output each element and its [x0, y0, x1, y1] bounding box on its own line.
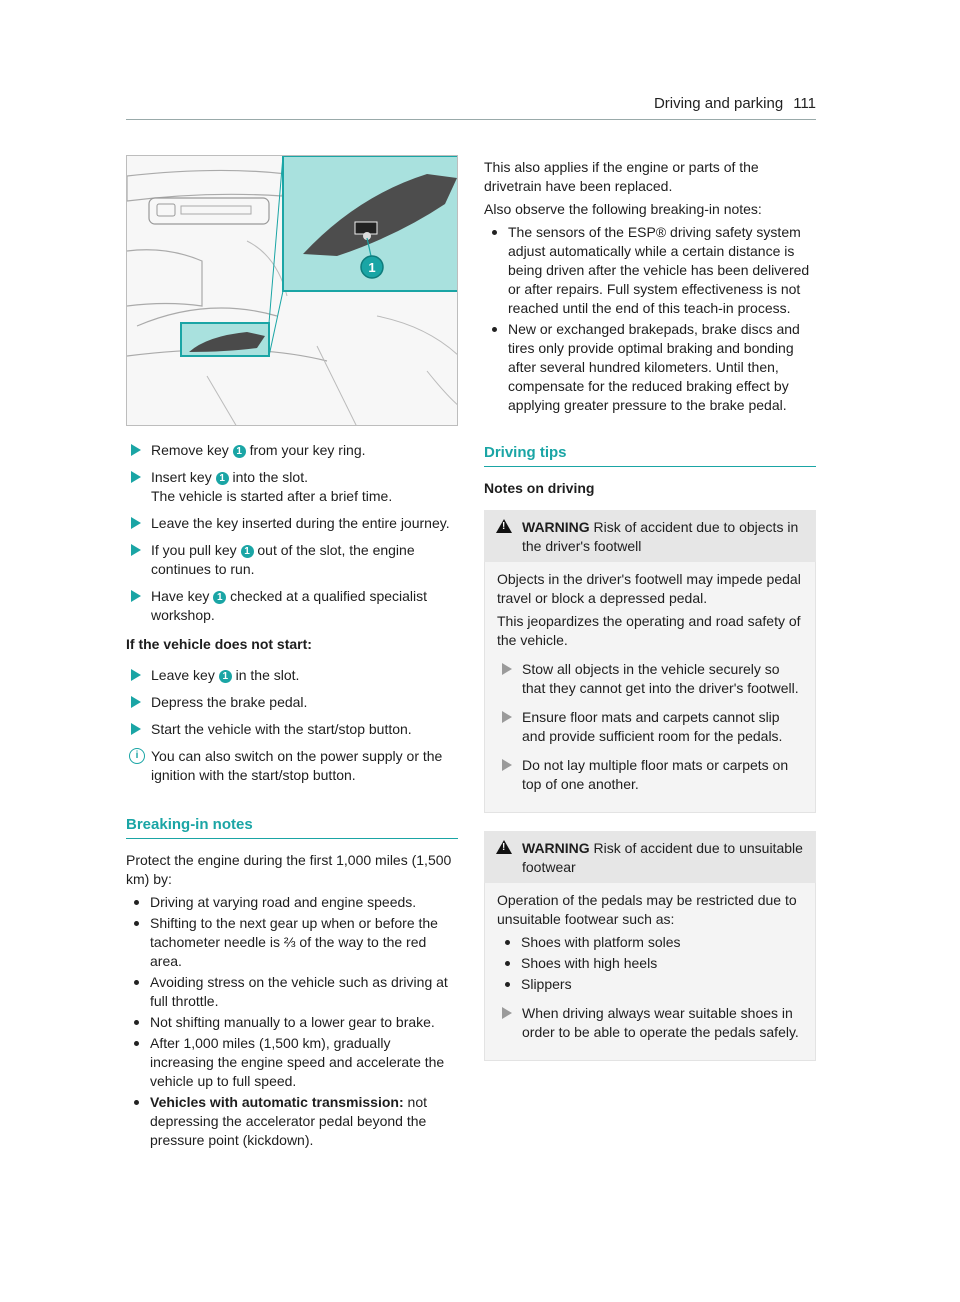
list-item: New or exchanged brakepads, brake discs and tires only provide optimal braking and bonding after several hundred kilometers. Until then, compensate for the reduced braking effect by applying greater pressure to the brake pedal. — [484, 320, 816, 415]
list-item: Shoes with high heels — [497, 954, 803, 973]
bold-lead: Vehicles with automatic transmission: — [150, 1094, 404, 1110]
step-text: Ensure floor mats and carpets cannot slip and provide sufficient room for the pedals. — [522, 709, 783, 744]
list-item: The sensors of the ESP® driving safety system adjust automatically while a certain distance is being driven after the vehicle has been delivered or after repairs. Full system effectiveness is not reached until the end of this teach-in process. — [484, 223, 816, 318]
key-callout-badge: 1 — [233, 445, 246, 458]
arrow-icon — [502, 759, 512, 771]
step-item — [126, 587, 458, 625]
warning-label: WARNING — [522, 840, 590, 856]
breakin-extra-list — [484, 223, 816, 415]
drivetrain-note: This also applies if the engine or parts of the drivetrain have been replaced. — [484, 159, 759, 194]
step-extra: The vehicle is started after a brief time. — [151, 488, 393, 504]
warning-title: Risk of accident due to unsuitable footwear — [522, 840, 803, 875]
arrow-icon — [131, 444, 141, 456]
step-text — [151, 441, 458, 460]
list-item: Avoiding stress on the vehicle such as driving at full throttle. — [126, 973, 458, 1011]
header-rule — [126, 119, 816, 120]
step-pre: Insert key — [151, 469, 216, 485]
page-number: 111 — [793, 95, 816, 112]
warning-steps — [497, 660, 803, 794]
breakin-intro: Protect the engine during the first 1,000 miles (1,500 km) by: — [126, 852, 452, 887]
step-post: from your key ring. — [245, 442, 366, 458]
warning-box-footwear — [484, 831, 816, 1061]
step-item — [126, 693, 458, 712]
footwear-step — [497, 1004, 803, 1042]
warning-label: WARNING — [522, 519, 590, 535]
figure-callout: 1 — [368, 260, 376, 275]
arrow-icon — [502, 663, 512, 675]
lead-rest: not depressing the accelerator pedal beyond the pressure point (kickdown). — [150, 1094, 427, 1148]
step-post: out of the slot, the engine continues to run. — [151, 542, 415, 577]
list-item — [126, 1093, 458, 1150]
warning-text: Objects in the driver's footwell may impede pedal travel or block a depressed pedal. — [497, 571, 801, 606]
not-start-steps — [126, 666, 458, 739]
step-post: in the slot. — [231, 667, 300, 683]
arrow-icon — [131, 696, 141, 708]
step-text — [151, 468, 458, 487]
step-text — [151, 720, 458, 739]
not-start-heading: If the vehicle does not start: — [126, 636, 312, 652]
step-post: checked at a qualified specialist workshop. — [151, 588, 428, 623]
key-callout-badge: 1 — [241, 545, 254, 558]
section-name: Driving and parking — [653, 95, 784, 112]
step-item — [126, 541, 458, 579]
arrow-icon — [131, 723, 141, 735]
step-item — [497, 660, 803, 698]
step-item — [126, 514, 458, 533]
warning-header — [484, 831, 816, 883]
step-item — [126, 441, 458, 460]
breakin-list-last — [126, 1093, 458, 1150]
illustration-svg — [127, 156, 458, 426]
arrow-icon — [502, 1007, 512, 1019]
warning-text: Operation of the pedals may be restricted due to unsuitable footwear such as: — [497, 892, 797, 927]
key-callout-badge: 1 — [219, 670, 232, 683]
observe-note: Also observe the following breaking-in notes: — [484, 201, 762, 217]
step-pre: If you pull key — [151, 542, 241, 558]
arrow-icon — [131, 517, 141, 529]
info-icon: i — [129, 748, 145, 764]
step-text — [151, 666, 458, 685]
breakin-list — [126, 893, 458, 1091]
step-post: into the slot. — [228, 469, 308, 485]
step-item — [497, 756, 803, 794]
step-item — [497, 708, 803, 746]
step-pre: Start the vehicle with the start/stop button. — [151, 721, 412, 737]
warning-box-objects — [484, 510, 816, 813]
notes-on-driving-heading: Notes on driving — [484, 480, 595, 496]
arrow-icon — [502, 711, 512, 723]
step-pre: Depress the brake pedal. — [151, 694, 308, 710]
step-pre: Leave key — [151, 667, 219, 683]
list-item: Driving at varying road and engine speeds. — [126, 893, 458, 912]
step-item — [126, 468, 458, 506]
key-callout-badge: 1 — [216, 472, 229, 485]
step-pre: Have key — [151, 588, 214, 604]
step-text: Stow all objects in the vehicle securely so that they cannot get into the driver's footwell. — [522, 661, 799, 696]
arrow-icon — [131, 471, 141, 483]
footwear-list — [497, 933, 803, 994]
step-pre: Leave the key inserted during the entire journey. — [151, 515, 450, 531]
step-pre: Remove key — [151, 442, 233, 458]
step-text — [151, 541, 458, 579]
list-item: Slippers — [497, 975, 803, 994]
right-column — [484, 158, 816, 1079]
key-slot-illustration — [126, 155, 458, 426]
warning-body — [484, 883, 816, 1061]
header-text — [654, 95, 816, 112]
arrow-icon — [131, 590, 141, 602]
list-item: Not shifting manually to a lower gear to brake. — [126, 1013, 458, 1032]
breakin-title: Breaking-in notes — [126, 815, 458, 839]
list-item: Shifting to the next gear up when or before the tachometer needle is ⅔ of the way to the red area. — [126, 914, 458, 971]
arrow-icon — [131, 669, 141, 681]
arrow-icon — [131, 544, 141, 556]
warning-title: Risk of accident due to objects in the driver's footwell — [522, 519, 799, 554]
key-steps — [126, 441, 458, 625]
key-callout-badge: 1 — [213, 591, 226, 604]
step-item — [126, 666, 458, 685]
warning-text: This jeopardizes the operating and road safety of the vehicle. — [497, 613, 801, 648]
warning-icon — [496, 840, 512, 854]
info-note-text: You can also switch on the power supply or the ignition with the start/stop button. — [151, 748, 443, 783]
warning-icon — [496, 519, 512, 533]
step-text: When driving always wear suitable shoes in order to be able to operate the pedals safely. — [522, 1005, 799, 1040]
step-text: Do not lay multiple floor mats or carpets on top of one another. — [522, 757, 789, 792]
driving-tips-title: Driving tips — [484, 443, 816, 467]
step-text — [151, 514, 458, 533]
list-item: Shoes with platform soles — [497, 933, 803, 952]
warning-body — [484, 562, 816, 813]
warning-header — [484, 510, 816, 562]
step-item — [126, 720, 458, 739]
left-column — [126, 155, 458, 1152]
list-item: After 1,000 miles (1,500 km), gradually increasing the engine speed and accelerate the vehicle up to full speed. — [126, 1034, 458, 1091]
info-note — [126, 747, 458, 785]
step-text — [151, 587, 458, 625]
step-text — [151, 693, 458, 712]
